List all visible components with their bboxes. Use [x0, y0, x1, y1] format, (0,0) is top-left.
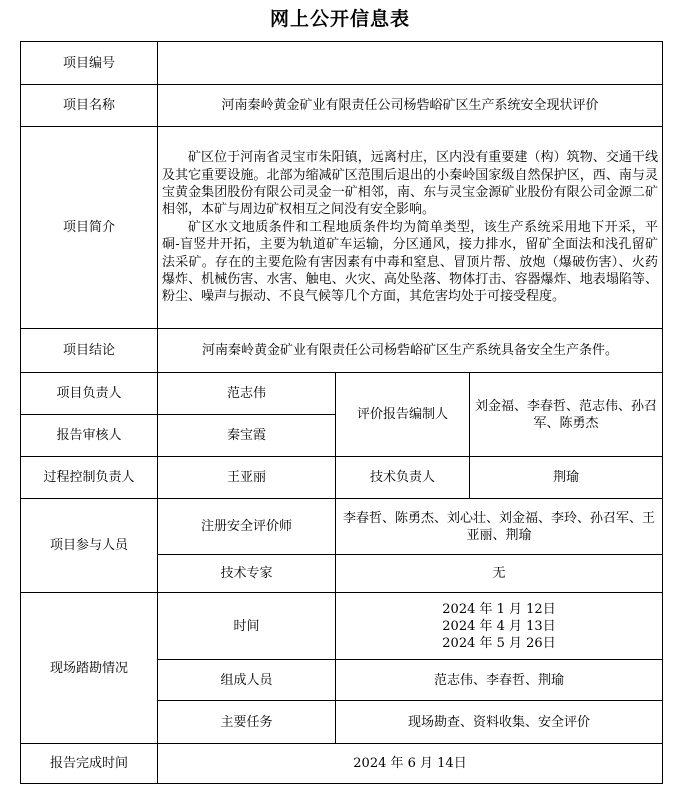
table-row — [21, 499, 663, 555]
table-row — [21, 85, 663, 127]
summary-paragraph: 矿区水文地质条件和工程地质条件均为简单类型，该生产系统采用地下开采，平硐-盲竖井开拓，主要为轨道矿车运输，分区通风，接力排水，留矿全面法和浅孔留矿法采矿。存在的主要危险有害因素有中毒和窒息、冒顶片帮、放炮（爆破伤害）、火药爆炸、机械伤害、水害、触电、火灾、高处坠落、物体打击、容器爆炸、地表塌陷等、粉尘、噪声与振动、不良气候等几个方面，其危害均处于可接受程度。 — [162, 219, 658, 305]
table-row — [21, 42, 663, 85]
project-summary-content — [158, 127, 663, 329]
survey-date: 2024 年 5 月 26日 — [442, 635, 556, 651]
report-reviewer-label: 报告审核人 — [21, 415, 158, 457]
project-conclusion-value: 河南秦岭黄金矿业有限责任公司杨砦峪矿区生产系统具备安全生产条件。 — [158, 329, 663, 373]
project-conclusion-label: 项目结论 — [21, 329, 158, 373]
process-control-value: 王亚丽 — [158, 457, 336, 499]
report-compilers-value: 刘金福、李春哲、范志伟、孙召军、陈勇杰 — [470, 373, 663, 457]
table-row — [21, 457, 663, 499]
survey-members-value: 范志伟、李春哲、荆瑜 — [336, 660, 663, 701]
project-name-value: 河南秦岭黄金矿业有限责任公司杨砦峪矿区生产系统安全现状评价 — [158, 85, 663, 127]
completion-time-value: 2024 年 6 月 14日 — [158, 744, 663, 784]
info-table — [20, 41, 663, 784]
table-row — [21, 744, 663, 784]
survey-dates — [336, 593, 663, 660]
project-number-value — [158, 42, 663, 85]
summary-paragraph: 矿区位于河南省灵宝市朱阳镇，远离村庄，区内没有重要建（构）筑物、交通干线及其它重要设施。北部为缩减矿区范围后退出的小秦岭国家级自然保护区，西、南与灵宝黄金集团股份有限公司灵金一矿相邻，南、东与灵宝金源矿业股份有限公司金源二矿相邻，本矿与周边矿权相互之间没有安全影响。 — [162, 150, 658, 218]
table-row — [21, 329, 663, 373]
table-row — [21, 127, 663, 329]
report-compilers-label: 评价报告编制人 — [336, 373, 470, 457]
survey-date: 2024 年 4 月 13日 — [442, 618, 556, 634]
registered-assessors-value: 李春哲、陈勇杰、刘心壮、刘金福、李玲、孙召军、王亚丽、荆瑜 — [336, 499, 663, 555]
report-reviewer-value: 秦宝霞 — [158, 415, 336, 457]
survey-tasks-value: 现场勘查、资料收集、安全评价 — [336, 701, 663, 744]
page-title: 网上公开信息表 — [269, 8, 410, 30]
technical-lead-label: 技术负责人 — [336, 457, 470, 499]
technical-experts-label: 技术专家 — [158, 555, 336, 593]
project-summary-label: 项目简介 — [21, 127, 158, 329]
survey-members-label: 组成人员 — [158, 660, 336, 701]
participants-label: 项目参与人员 — [21, 499, 158, 593]
table-row — [21, 373, 663, 415]
completion-time-label: 报告完成时间 — [21, 744, 158, 784]
survey-date: 2024 年 1 月 12日 — [442, 601, 556, 617]
project-leader-value: 范志伟 — [158, 373, 336, 415]
registered-assessors-label: 注册安全评价师 — [158, 499, 336, 555]
site-survey-label: 现场踏勘情况 — [21, 593, 158, 744]
table-row — [21, 593, 663, 660]
survey-tasks-label: 主要任务 — [158, 701, 336, 744]
survey-time-label: 时间 — [158, 593, 336, 660]
project-number-label: 项目编号 — [21, 42, 158, 85]
technical-lead-value: 荆瑜 — [470, 457, 663, 499]
project-name-label: 项目名称 — [21, 85, 158, 127]
project-leader-label: 项目负责人 — [21, 373, 158, 415]
technical-experts-value: 无 — [336, 555, 663, 593]
process-control-label: 过程控制负责人 — [21, 457, 158, 499]
